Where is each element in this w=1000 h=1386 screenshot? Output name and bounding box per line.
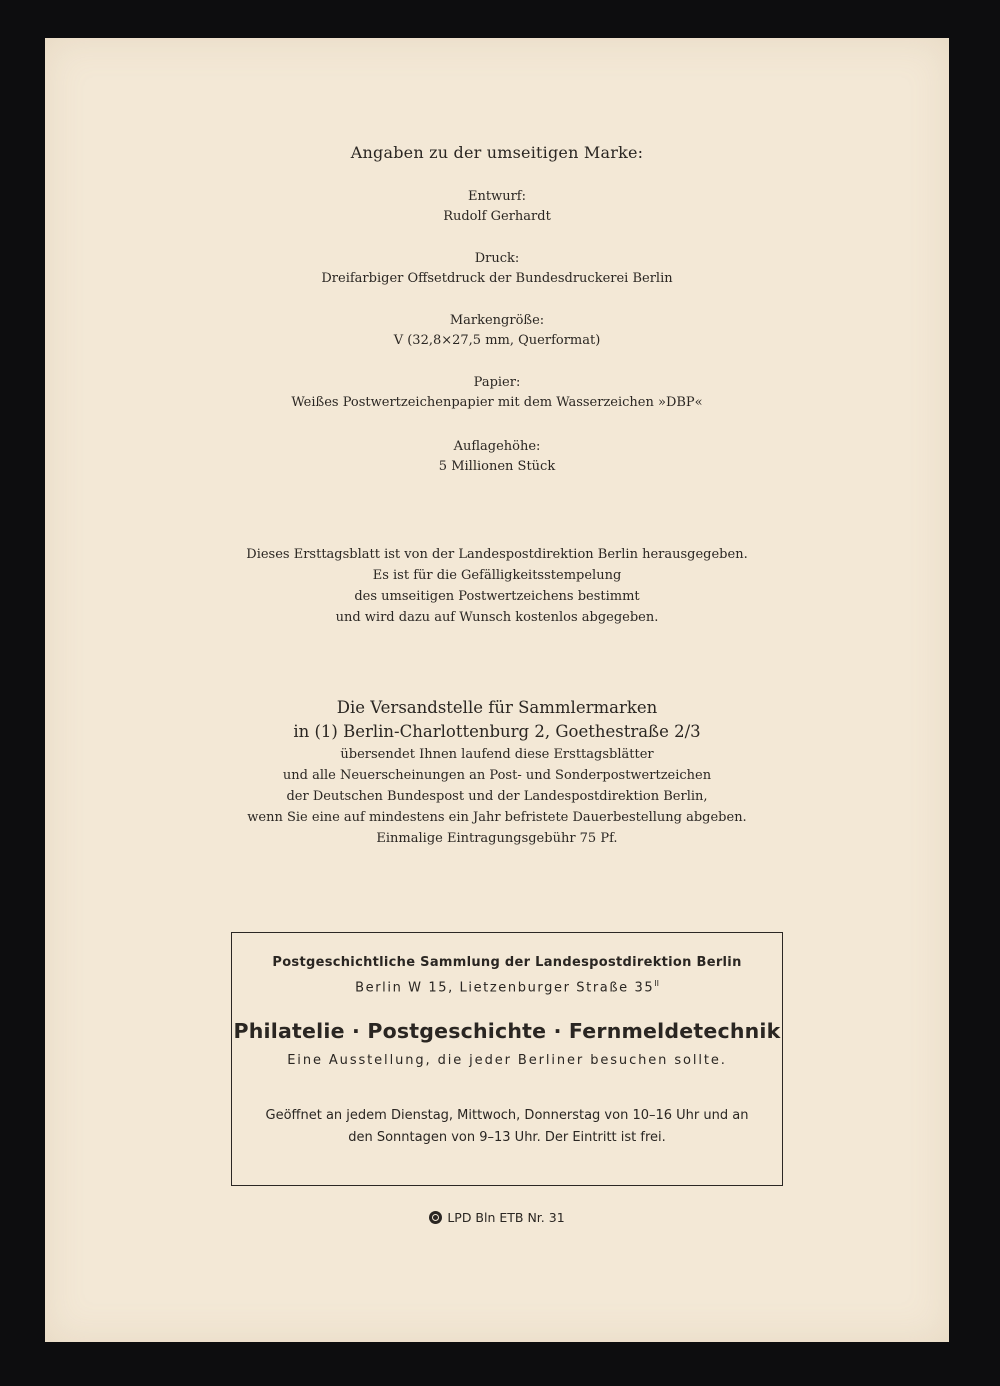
spec-label: Druck: [474,251,520,266]
spec-label: Entwurf: [468,189,526,204]
spec-paper [45,373,949,413]
address-text: Berlin W 15, Lietzenburger Straße 35 [355,980,655,996]
museum-address [232,979,782,995]
museum-tagline: Eine Ausstellung, die jeder Berliner besuchen sollte. [287,1053,727,1068]
hours-line: Geöffnet an jedem Dienstag, Mittwoch, Donnerstag von 10–16 Uhr und an [265,1108,749,1123]
spec-value: Weißes Postwertzeichenpapier mit dem Wasserzeichen »DBP« [291,395,703,410]
museum-headline: Philatelie · Postgeschichte · Fernmeldetechnik [233,1019,781,1043]
spec-print [45,249,949,289]
dispatch-office-info [45,696,949,849]
dispatch-line: und alle Neuerscheinungen an Post- und Sonderpostwertzeichen [282,768,712,783]
address-floor: II [654,979,659,988]
hours-line: den Sonntagen von 9–13 Uhr. Der Eintritt ist frei. [348,1130,666,1145]
spec-design [45,187,949,227]
dispatch-line: wenn Sie eine auf mindestens ein Jahr befristete Dauerbestellung abgeben. [247,810,747,825]
spec-label: Papier: [473,375,521,390]
notice-line: und wird dazu auf Wunsch kostenlos abgegeben. [335,610,659,625]
footer-code [45,1210,949,1225]
notice-line: Es ist für die Gefälligkeitsstempelung [372,568,622,583]
dispatch-line: der Deutschen Bundespost und der Landespostdirektion Berlin, [286,789,708,804]
opening-hours [232,1105,782,1149]
museum-advert-box [231,932,783,1186]
notice-line: Dieses Ersttagsblatt ist von der Landespostdirektion Berlin herausgegeben. [246,547,748,562]
document-sheet [45,38,949,1342]
post-emblem-icon [429,1211,442,1224]
spec-value: Dreifarbiger Offsetdruck der Bundesdruckerei Berlin [321,271,673,286]
dispatch-line: Die Versandstelle für Sammlermarken [336,698,658,717]
dispatch-line: übersendet Ihnen laufend diese Ersttagsblätter [340,747,654,762]
spec-size [45,311,949,351]
spec-label: Auflagehöhe: [453,439,541,454]
issuer-notice [45,544,949,628]
notice-line: des umseitigen Postwertzeichens bestimmt [354,589,640,604]
dispatch-fee: Einmalige Eintragungsgebühr 75 Pf. [376,831,618,846]
page-title: Angaben zu der umseitigen Marke: [350,143,644,162]
spec-label: Markengröße: [449,313,545,328]
spec-value: V (32,8×27,5 mm, Querformat) [393,333,601,348]
museum-title: Postgeschichtliche Sammlung der Landespostdirektion Berlin [272,955,742,970]
dispatch-address: in (1) Berlin-Charlottenburg 2, Goethestraße 2/3 [293,722,701,741]
spec-value: Rudolf Gerhardt [443,209,551,224]
spec-print-run [45,437,949,477]
spec-value: 5 Millionen Stück [438,459,556,474]
footer-code-text: LPD Bln ETB Nr. 31 [447,1210,565,1225]
